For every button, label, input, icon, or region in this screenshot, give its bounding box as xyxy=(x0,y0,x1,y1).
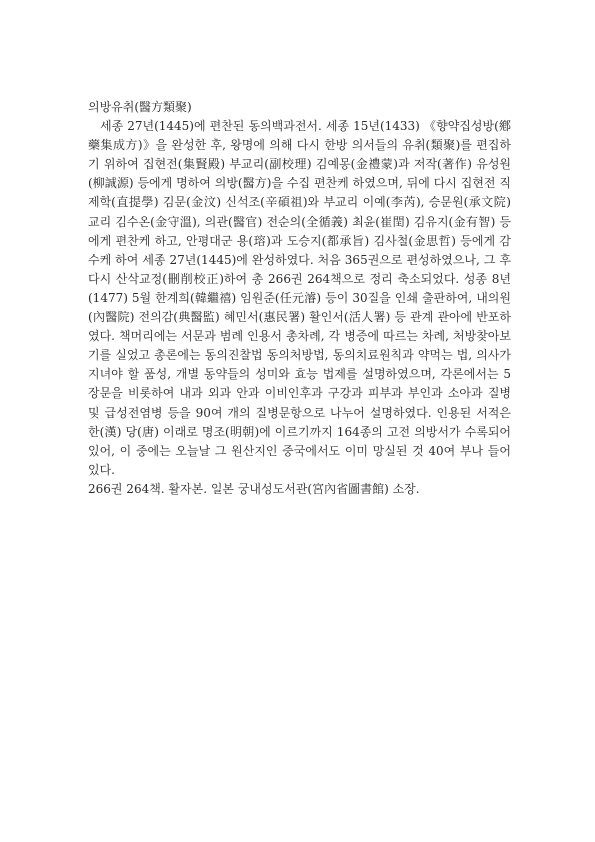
entry-footer: 266권 264책. 활자본. 일본 궁내성도서관(宮內省圖書館) 소장. xyxy=(88,481,420,496)
entry-body: 세종 27년(1445)에 편찬된 동의백과전서. 세종 15년(1433) 《향약집성방(鄕藥集成方)》을 완성한 후, 왕명에 의해 다시 한방 의서들의 유취(類聚)를 편집하기 위하여 집현전(集賢殿) 부교리(副校理) 김예몽(金禮蒙)과 저작(著作) 유성원(柳誠源) 등에게 명하여 의방(醫方)을 수집 편찬케 하였으며, 뒤에 다시 집현전 직제학(直提學) 김문(金汶) 신석조(辛碩祖)와 부교리 이예(李芮), 승문원(承文院) 교리 김수온(金守溫), 의관(醫官) 전순의(全循義) 최윤(崔閏) 김유지(金有智) 등에게 편찬케 하고, 안평대군 용(瑢)과 도승지(都承旨) 김사철(金思哲) 등에게 감수케 하여 세종 27년(1445)에 완성하였다. 처음 365권으로 편성하였으나, 그 후 다시 산삭교정(刪削校正)하여 총 266권 264책으로 정리 축소되었다. 성종 8년(1477) 5월 한계희(韓繼禧) 임원준(任元濬) 등이 30질을 인쇄 출판하여, 내의원(內醫院) 전의감(典醫監) 혜민서(惠民署) 활인서(活人署) 등 관계 관아에 반포하였다. 책머리에는 서문과 범례 인용서 총차례, 각 병증에 따르는 차례, 처방찾아보기를 실었고 총론에는 동의진찰법 동의처방법, 동의치료원칙과 약먹는 법, 의사가 지녀야 할 품성, 개별 동약들의 성미와 효능 법제를 설명하였으며, 각론에서는 5장문을 비롯하여 내과 외과 안과 이비인후과 구강과 피부과 부인과 소아과 질병 및 급성전염병 등을 90여 개의 질병문항으로 나누어 설명하였다. 인용된 서적은 한(漢) 당(唐) 이래로 명조(明朝)에 이르기까지 164종의 고전 의방서가 수록되어 있어, 이 중에는 오늘날 그 원산지인 중국에서도 이미 망실된 것 40여 부나 들어 있다. xyxy=(88,119,511,477)
encyclopedia-entry xyxy=(88,98,511,499)
entry-title: 의방유취(醫方類聚) xyxy=(88,100,192,114)
